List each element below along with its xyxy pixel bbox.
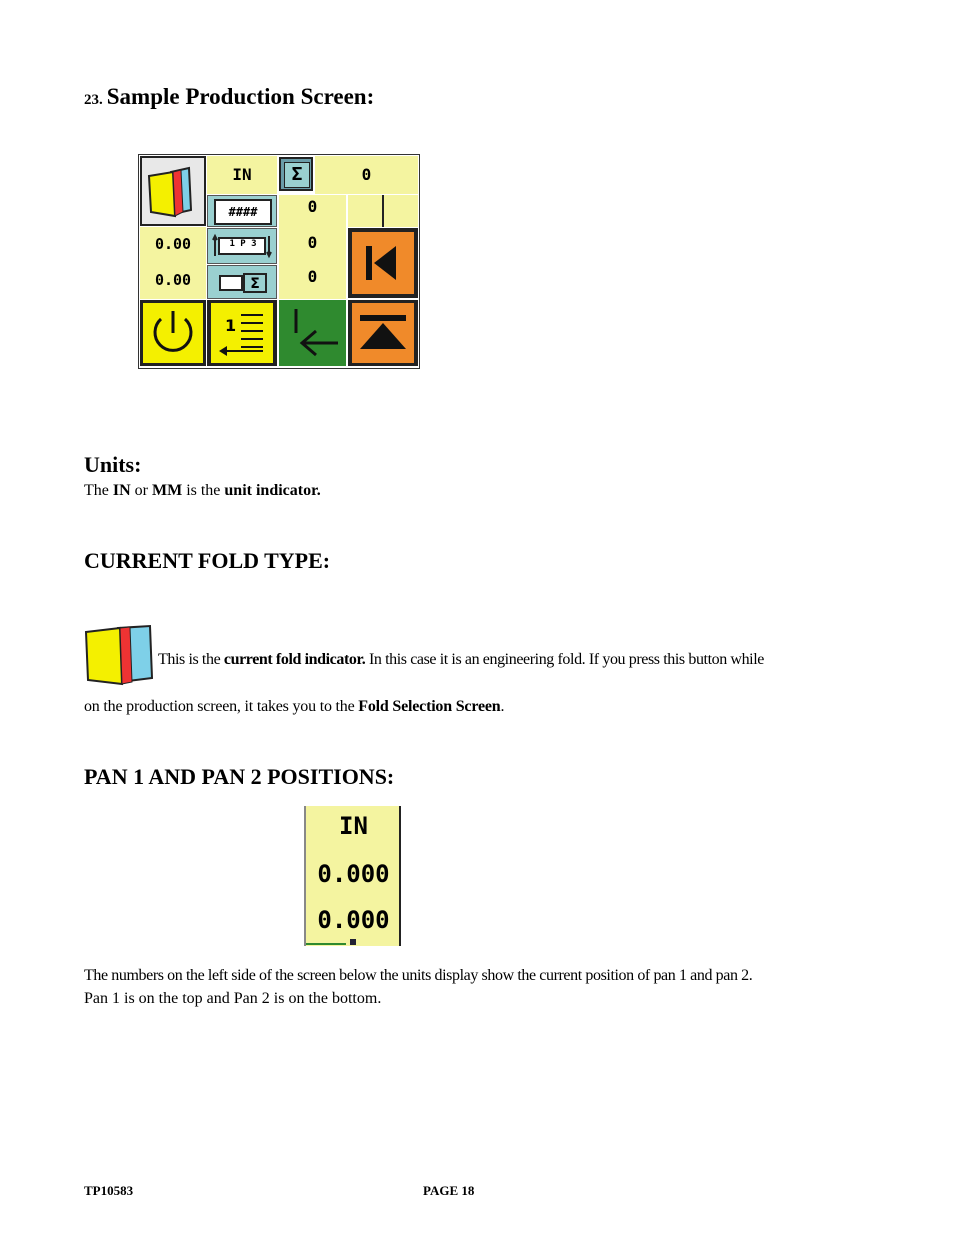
count-value-1: 0 xyxy=(307,197,318,216)
units-text: The IN or MM is the unit indicator. xyxy=(84,482,321,499)
pan-detail-display xyxy=(304,806,401,946)
status-cell-left xyxy=(348,195,384,227)
program-label: 1 P 3 xyxy=(229,239,257,249)
fold-type-button[interactable] xyxy=(140,156,206,226)
return-button[interactable] xyxy=(279,300,346,366)
footer-page-number: PAGE 18 xyxy=(423,1183,475,1198)
production-screen xyxy=(138,154,420,369)
units-display xyxy=(207,156,277,194)
skip-back-button[interactable] xyxy=(348,228,418,298)
sigma-icon: Σ xyxy=(284,162,310,188)
count-value-3: 0 xyxy=(307,267,318,286)
fold-text-line2: on the production screen, it takes you to the Fold Selection Screen. xyxy=(84,698,505,715)
batch-sum-icon xyxy=(214,270,272,296)
current-fold-icon[interactable] xyxy=(84,624,156,686)
units-heading: Units: xyxy=(84,452,142,477)
footer-doc-id: TP10583 xyxy=(84,1183,134,1198)
list-icon xyxy=(211,303,273,363)
pan-text-line2: Pan 1 is on the top and Pan 2 is on the bottom. xyxy=(84,990,382,1007)
section-heading xyxy=(84,84,374,110)
svg-text:Σ: Σ xyxy=(250,276,260,292)
total-count-display xyxy=(315,156,418,194)
svg-text:1: 1 xyxy=(225,316,237,335)
pan-detail-green-edge xyxy=(306,943,346,945)
pan-detail-pan1: 0.000 xyxy=(317,860,390,888)
counter-button[interactable] xyxy=(207,195,277,227)
fold-type-icon xyxy=(145,166,203,218)
skip-back-icon xyxy=(352,232,414,294)
batch-sum-button[interactable] xyxy=(207,265,277,299)
list-button[interactable] xyxy=(207,300,277,366)
counter-icon: #### xyxy=(214,199,272,225)
eject-button[interactable] xyxy=(348,300,418,366)
pan-detail-pan2: 0.000 xyxy=(317,906,390,934)
fold-heading: CURRENT FOLD TYPE: xyxy=(84,548,331,573)
section-title: Sample Production Screen: xyxy=(106,84,375,109)
power-button[interactable] xyxy=(140,300,206,366)
section-number: 23. xyxy=(84,92,103,108)
pan2-value: 0.00 xyxy=(154,271,192,289)
return-icon xyxy=(282,303,342,363)
eject-icon xyxy=(352,303,414,363)
status-cell-right xyxy=(384,195,418,227)
pan-detail-units: IN xyxy=(339,812,368,840)
fold-text-line1: This is the current fold indicator. In this case it is an engineering fold. If you press this button while xyxy=(158,651,764,668)
pan-detail-marker xyxy=(350,939,356,945)
count-value-2: 0 xyxy=(307,233,318,252)
total-count-value: 0 xyxy=(361,165,372,184)
pan-heading: PAN 1 AND PAN 2 POSITIONS: xyxy=(84,764,395,789)
pan1-value: 0.00 xyxy=(154,235,192,253)
pan-text-line1: The numbers on the left side of the screen below the units display show the current position of pan 1 and pan 2. xyxy=(84,967,753,984)
sigma-button[interactable] xyxy=(279,157,313,191)
program-button[interactable] xyxy=(207,228,277,264)
units-value: IN xyxy=(232,165,252,184)
power-icon xyxy=(143,303,203,363)
